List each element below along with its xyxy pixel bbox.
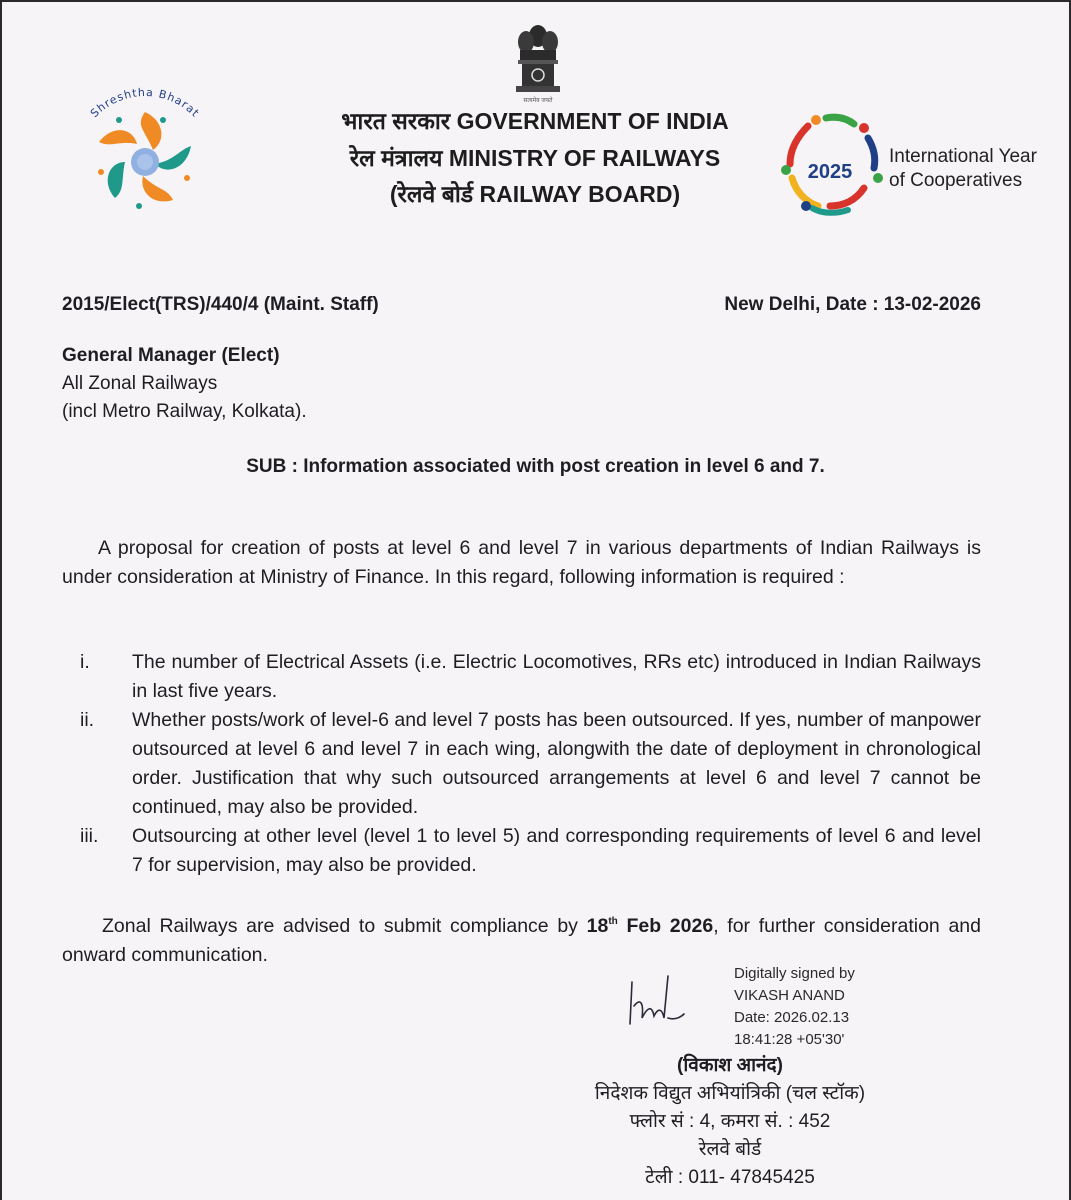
addressee-title: General Manager (Elect) xyxy=(62,345,280,366)
closing-paragraph: Zonal Railways are advised to submit compliance by 18th Feb 2026, for further consideration and onward communication. xyxy=(62,915,981,966)
signatory-phone: टेली : 011- 47845425 xyxy=(645,1167,815,1188)
emblem-caption: सत्यमेव जयते xyxy=(523,98,553,104)
digital-signature-stamp: Digitally signed by VIKASH ANAND Date: 2026.02.13 18:41:28 +05'30' xyxy=(734,965,855,1048)
signatory-name: (विकाश आनंद) xyxy=(677,1055,783,1076)
header-ministry: रेल मंत्रालय MINISTRY OF RAILWAYS xyxy=(349,145,721,171)
header-government: भारत सरकार GOVERNMENT OF INDIA xyxy=(341,108,729,134)
iyc-title: International Year of Cooperatives xyxy=(889,146,1037,191)
iyc-2025-logo-icon xyxy=(778,108,886,220)
list-item: iii. Outsourcing at other level (level 1 to level 5) and corresponding requirements of level 6 and level 7 for supervision, may also be provided. xyxy=(80,825,981,876)
signatory-block xyxy=(560,1052,900,1192)
letter-subject: SUB : Information associated with post creation in level 6 and 7. xyxy=(246,456,825,477)
signatory-office: रेलवे बोर्ड xyxy=(698,1139,762,1160)
list-item: i. The number of Electrical Assets (i.e. Electric Locomotives, RRs etc) introduced in Indian Railways in last five years. xyxy=(80,651,981,702)
svg-text:2025: 2025 xyxy=(807,161,853,183)
svg-text:Shreshtha Bharat: Shreshtha Bharat xyxy=(87,85,203,121)
addressee-block xyxy=(62,342,307,426)
intro-paragraph: A proposal for creation of posts at level 6 and level 7 in various departments of Indian Railways is under consideration at Ministry of Finance. In this regard, following information is required : xyxy=(62,537,981,588)
letter-reference: 2015/Elect(TRS)/440/4 (Maint. Staff) xyxy=(62,294,379,315)
list-item: ii. Whether posts/work of level-6 and level 7 posts has been outsourced. If yes, number of manpower outsourced at level 6 and level 7 in each wing, alongwith the date of deployment in chronological order. Justification that why such outsourced arrangements at level 6 and level 7 cannot be continued, may also be provided. xyxy=(80,709,981,818)
shreshtha-bharat-logo-icon xyxy=(55,72,235,242)
letter-date: New Delhi, Date : 13-02-2026 xyxy=(724,294,981,315)
signatory-designation: निदेशक विद्युत अभियांत्रिकी (चल स्टॉक) xyxy=(594,1083,866,1104)
national-emblem-icon xyxy=(508,14,568,106)
addressee-line2: All Zonal Railways xyxy=(62,373,218,394)
addressee-line3: (incl Metro Railway, Kolkata). xyxy=(62,401,307,422)
header-board: (रेलवे बोर्ड RAILWAY BOARD) xyxy=(389,181,681,207)
requirements-list xyxy=(62,648,981,880)
signatory-floor-room: फ्लोर सं : 4, कमरा सं. : 452 xyxy=(629,1111,831,1132)
handwritten-signature-icon xyxy=(622,962,692,1042)
